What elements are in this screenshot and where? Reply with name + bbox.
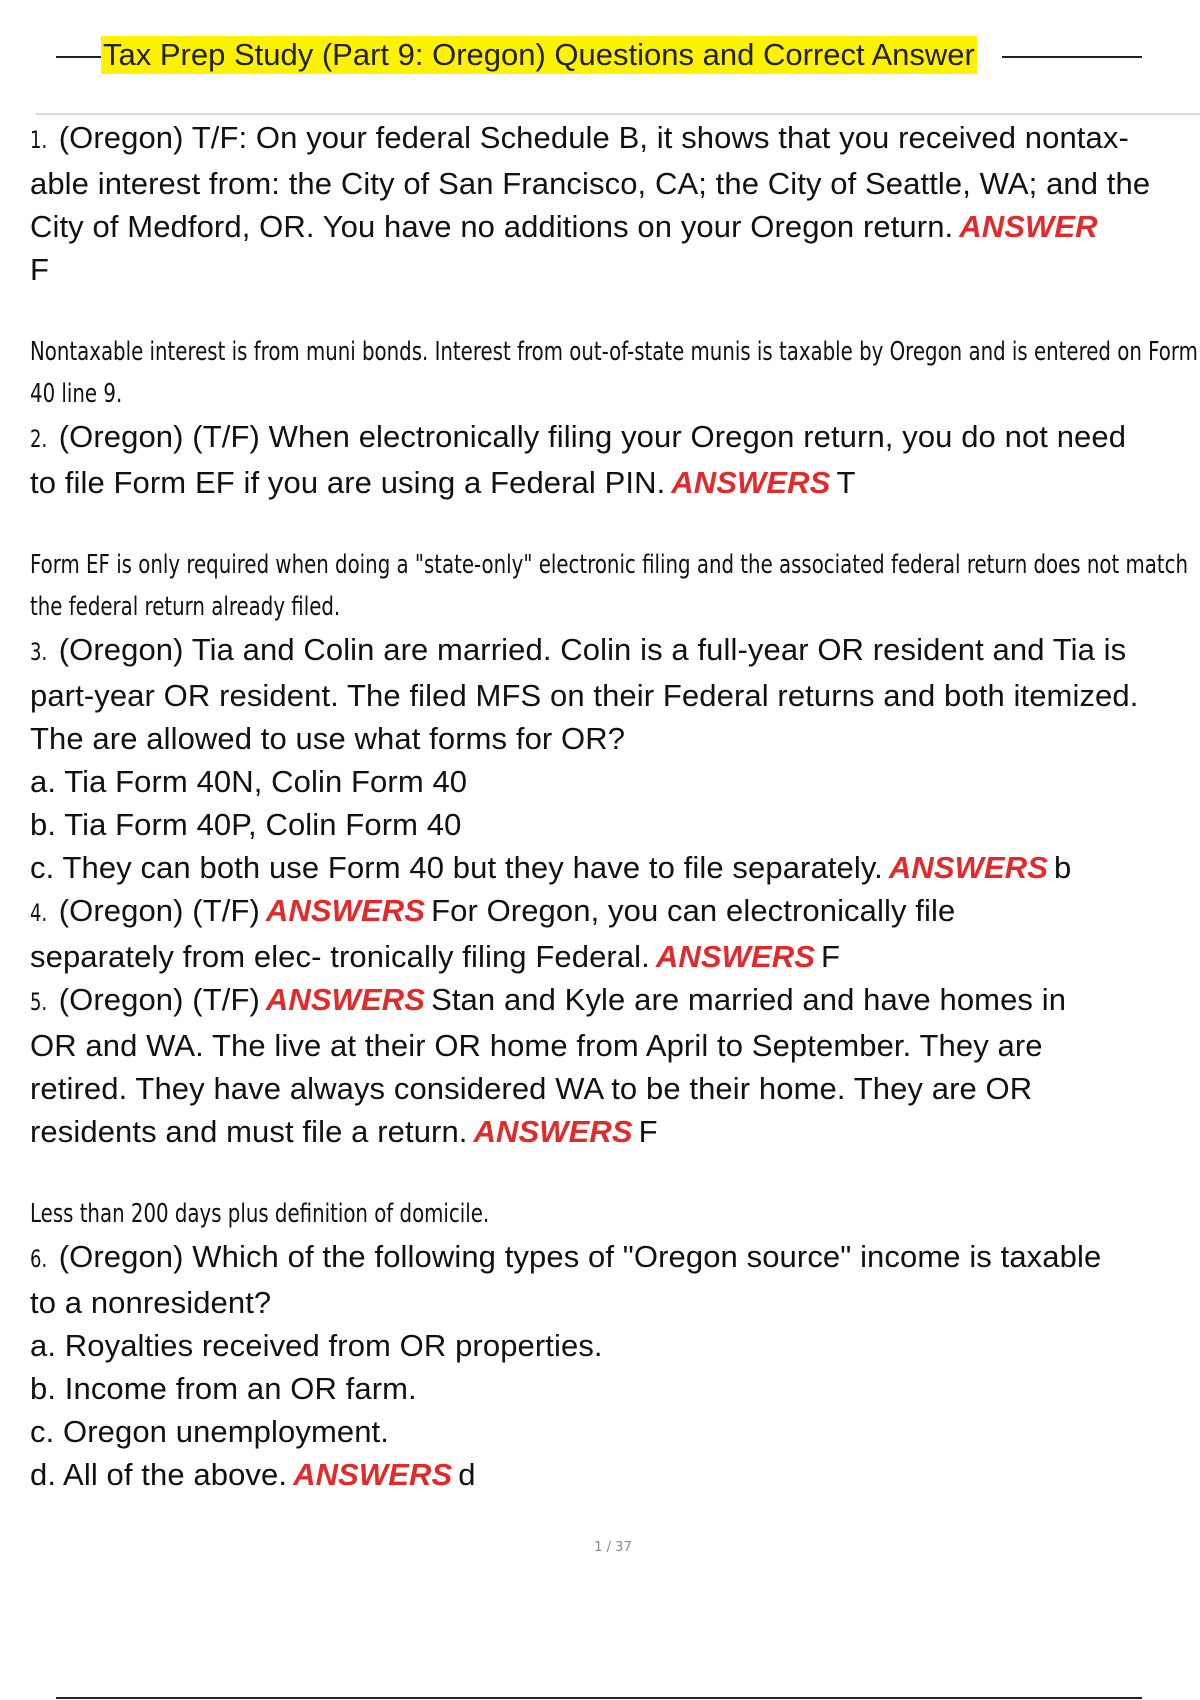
question-line: 6. (Oregon) Which of the following types of "Oregon source" income is taxable: [30, 1235, 1200, 1281]
answer-label: ANSWERS: [671, 465, 831, 500]
title-rule-right: [1002, 56, 1142, 58]
question-number: 6.: [30, 1245, 48, 1273]
question-line: 2. (Oregon) (T/F) When electronically filing your Oregon return, you do not need: [30, 415, 1200, 461]
question-line: 3. (Oregon) Tia and Colin are married. Colin is a full-year OR resident and Tia is: [30, 628, 1200, 674]
question-line: The are allowed to use what forms for OR?: [30, 721, 626, 756]
title-rule-left: [56, 56, 102, 58]
question-list: [30, 116, 1200, 1496]
explanation-note: 40 line 9.: [30, 379, 123, 409]
answer-label: ANSWERS: [265, 893, 426, 928]
explanation-note: Less than 200 days plus definition of domicile.: [30, 1199, 490, 1229]
answer-value: d: [458, 1457, 476, 1492]
question-5: [30, 978, 1200, 1235]
question-line: to file Form EF if you are using a Federal PIN. ANSWERS T: [30, 465, 856, 500]
question-3: [30, 628, 1200, 889]
question-line: OR and WA. The live at their OR home from April to September. They are: [30, 1028, 1043, 1063]
explanation-note: Form EF is only required when doing a "state-only" electronic filing and the associated federal return does not match: [30, 550, 1189, 580]
answer-label: ANSWERS: [655, 939, 816, 974]
answer-option: b. Tia Form 40P, Colin Form 40: [30, 807, 462, 842]
answer-value: F: [821, 939, 841, 974]
question-line: part-year OR resident. The filed MFS on their Federal returns and both itemized.: [30, 678, 1139, 713]
question-line: retired. They have always considered WA to be their home. They are OR: [30, 1071, 1033, 1106]
question-line: City of Medford, OR. You have no additions on your Oregon return. ANSWER: [30, 209, 1098, 244]
answer-value: F: [638, 1114, 658, 1149]
answer-option: c. Oregon unemployment.: [30, 1414, 389, 1449]
answer-label: ANSWERS: [293, 1457, 453, 1492]
question-line: separately from elec- tronically filing Federal. ANSWERS F: [30, 939, 841, 974]
footer-rule: [56, 1697, 1142, 1699]
answer-option: a. Royalties received from OR properties.: [30, 1328, 603, 1363]
question-number: 3.: [30, 638, 48, 666]
question-1: [30, 116, 1200, 415]
question-line: 4. (Oregon) (T/F) ANSWERS For Oregon, you can electronically file: [30, 889, 1200, 935]
question-number: 4.: [30, 899, 48, 927]
title-row: [56, 32, 1142, 76]
question-4: [30, 889, 1200, 978]
answer-label: ANSWER: [959, 209, 1098, 244]
answer-option: b. Income from an OR farm.: [30, 1371, 417, 1406]
question-line: residents and must file a return. ANSWERS F: [30, 1114, 658, 1149]
answer-label: ANSWERS: [888, 850, 1049, 885]
explanation-note: the federal return already filed.: [30, 592, 341, 622]
question-line: to a nonresident?: [30, 1285, 272, 1320]
question-2: [30, 415, 1200, 628]
answer-label: ANSWERS: [265, 982, 426, 1017]
question-6: [30, 1235, 1200, 1496]
explanation-note: Nontaxable interest is from muni bonds. Interest from out-of-state munis is taxable by Oregon and is entered on Form: [30, 337, 1198, 367]
question-number: 2.: [30, 425, 48, 453]
answer-value: F: [30, 252, 50, 287]
question-line: 1. (Oregon) T/F: On your federal Schedule B, it shows that you received nontax-: [30, 116, 1200, 162]
page-number: 1 / 37: [594, 1540, 632, 1555]
answer-value: b: [1054, 850, 1072, 885]
question-line: 5. (Oregon) (T/F) ANSWERS Stan and Kyle are married and have homes in: [30, 978, 1200, 1024]
answer-value: T: [836, 465, 856, 500]
document-title: Tax Prep Study (Part 9: Oregon) Questions and Correct Answer: [103, 37, 975, 72]
header-divider: [36, 113, 1200, 115]
answer-option: c. They can both use Form 40 but they have to file separately. ANSWERS b: [30, 850, 1072, 885]
question-line: able interest from: the City of San Francisco, CA; the City of Seattle, WA; and the: [30, 166, 1151, 201]
answer-option: d. All of the above. ANSWERS d: [30, 1457, 476, 1492]
question-number: 1.: [30, 126, 48, 154]
answer-option: a. Tia Form 40N, Colin Form 40: [30, 764, 468, 799]
question-number: 5.: [30, 988, 48, 1016]
answer-label: ANSWERS: [473, 1114, 633, 1149]
